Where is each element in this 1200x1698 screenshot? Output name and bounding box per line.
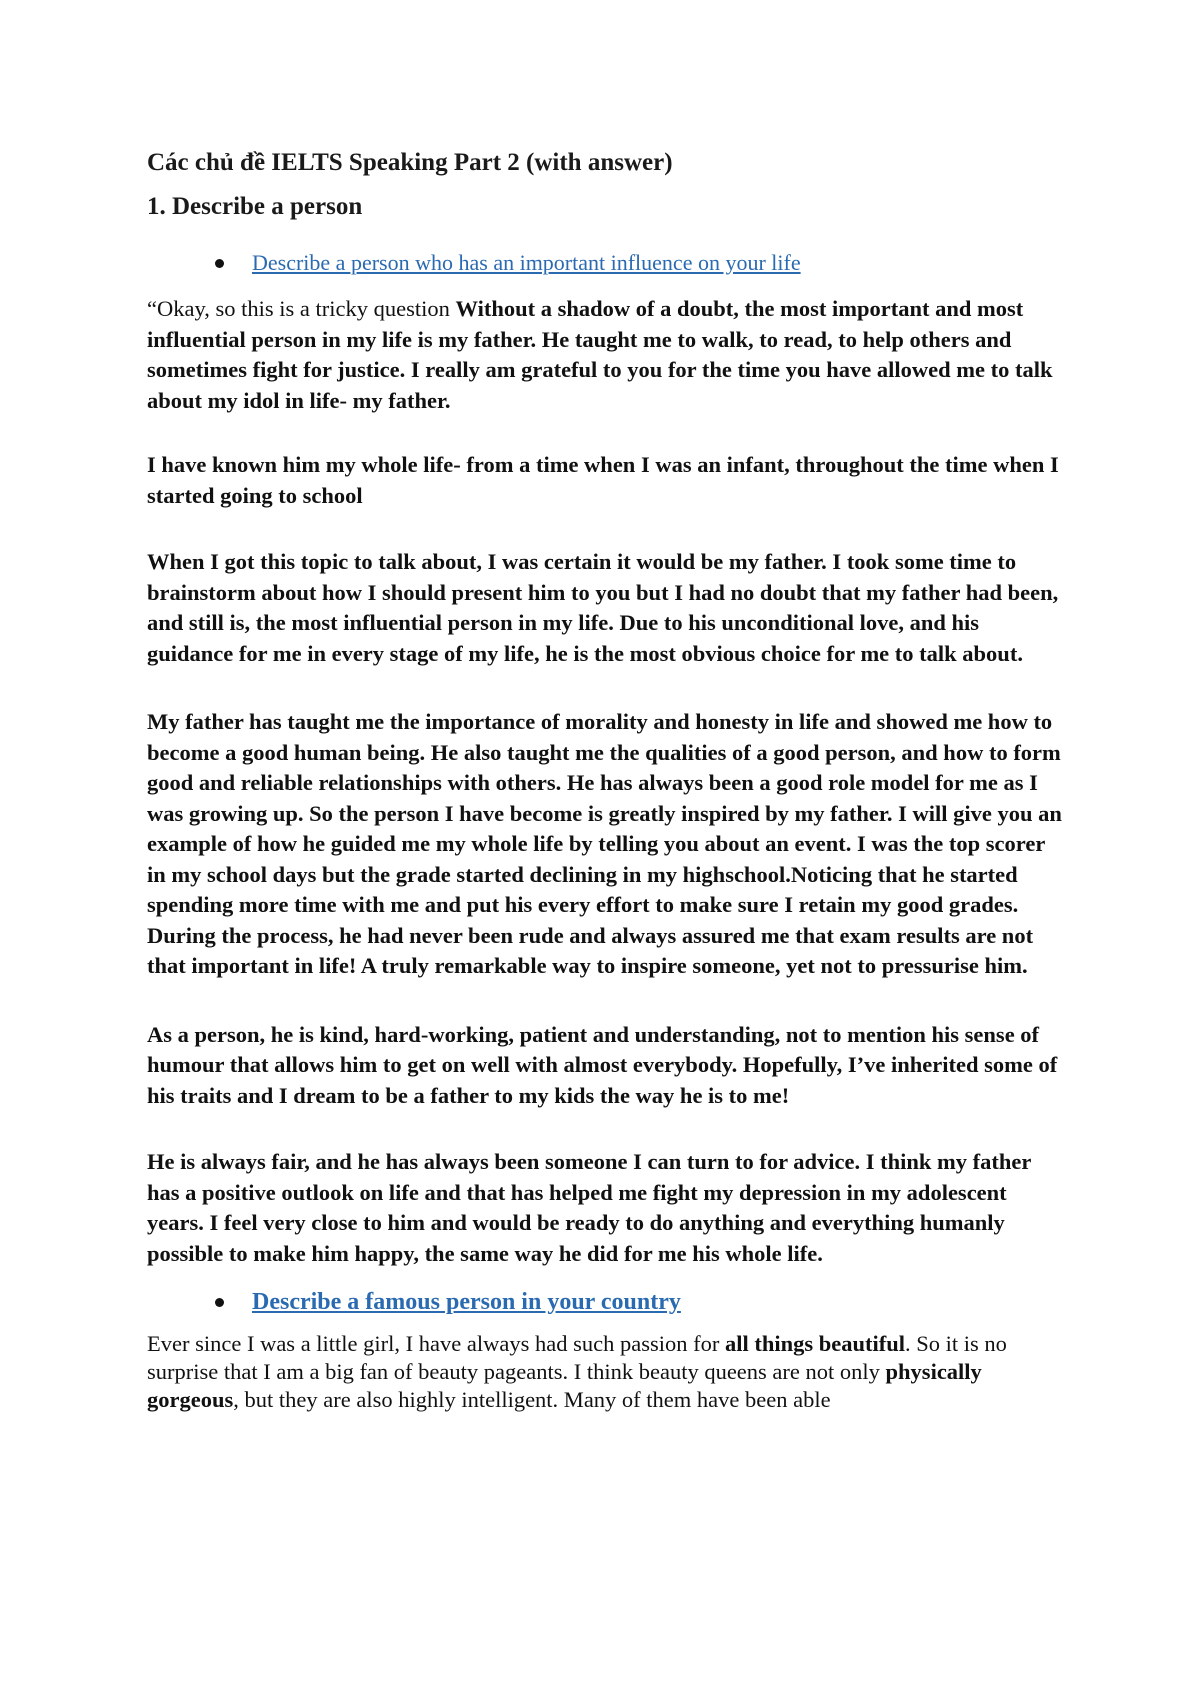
- famous-bold-1: all things beautiful: [724, 1331, 905, 1356]
- section-heading: 1. Describe a person: [147, 193, 363, 220]
- topic-link-famous-person[interactable]: Describe a famous person in your country: [252, 1289, 681, 1315]
- famous-text-1: Ever since I was a little girl, I have always had such passion for: [147, 1331, 725, 1356]
- answer-paragraph-6: He is always fair, and he has always been someone I can turn to for advice. I think my father has a positive outlook on life and that has helped me fight my depression in my adolescent years. I feel very close to him and would be ready to do anything and everything humanly possible to make him happy, the same way he did for me his whole life.: [147, 1149, 1031, 1266]
- famous-text-3: , but they are also highly intelligent. Many of them have been able: [233, 1387, 831, 1412]
- famous-bold-2: physically gorgeous: [147, 1359, 982, 1412]
- answer-paragraph-4: My father has taught me the importance of morality and honesty in life and showed me how to become a good human being. He also taught me the qualities of a good person, and how to form good and reliable relationships with others. He has always been a good role model for me as I was growing up. So the person I have become is greatly inspired by my father. I will give you an example of how he guided me my whole life by telling you about an event. I was the top scorer in my school days but the grade started declining in my highschool.Noticing that he started spending more time with me and put his every effort to make sure I retain my good grades. During the process, he had never been rude and always assured me that exam results are not that important in life! A truly remarkable way to inspire someone, yet not to pressurise him.: [147, 709, 1062, 978]
- answer-paragraph-1-text: Without a shadow of a doubt, the most important and most influential person in my life is my father. He taught me to walk, to read, to help others and sometimes fight for justice. I really am grateful to you for the time you have allowed me to talk about my idol in life- my father.: [147, 296, 1053, 413]
- intro-phrase: “Okay, so this is a tricky question: [147, 296, 456, 321]
- bullet-icon: [215, 1298, 224, 1307]
- answer-paragraph-5: As a person, he is kind, hard-working, patient and understanding, not to mention his sense of humour that allows him to get on well with almost everybody. Hopefully, I’ve inherited some of his traits and I dream to be a father to my kids the way he is to me!: [147, 1021, 1058, 1108]
- famous-text-2: . So it is no surprise that I am a big fan of beauty pageants. I think beauty queens are not only: [147, 1331, 1007, 1384]
- answer-paragraph-3: When I got this topic to talk about, I was certain it would be my father. I took some time to brainstorm about how I should present him to you but I had no doubt that my father had been, and still is, the most influential person in my life. Due to his unconditional love, and his guidance for me in every stage of my life, he is the most obvious choice for me to talk about.: [147, 549, 1059, 666]
- topic-link-influential-person[interactable]: Describe a person who has an important influence on your life: [252, 250, 801, 275]
- bullet-icon: [215, 259, 224, 268]
- answer-paragraph-1: [147, 294, 1067, 416]
- document-content: [147, 146, 1067, 1414]
- topic-bullet-1: [215, 250, 1067, 276]
- answer-paragraph-2: I have known him my whole life- from a time when I was an infant, throughout the time when I started going to school: [147, 452, 1059, 508]
- topic-bullet-2: [215, 1289, 1067, 1316]
- document-title: Các chủ đề IELTS Speaking Part 2 (with answer): [147, 149, 673, 176]
- famous-person-paragraph: [147, 1330, 1067, 1414]
